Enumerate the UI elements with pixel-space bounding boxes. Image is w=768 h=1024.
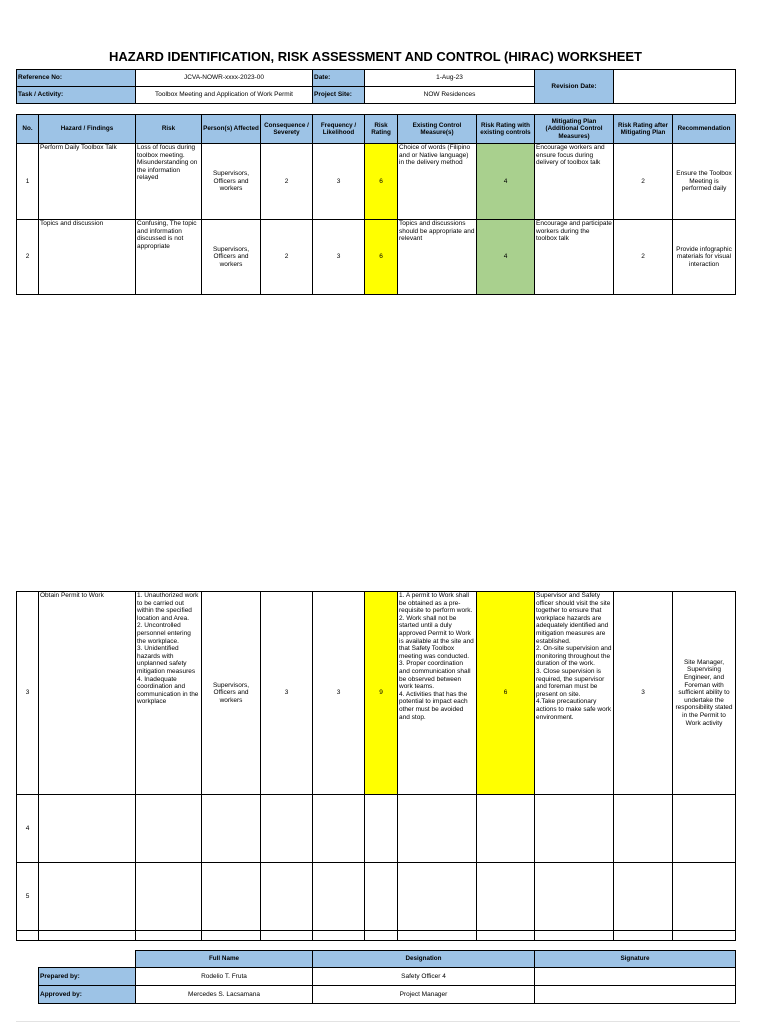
prepared-by-name: Rodelio T. Fruta	[136, 968, 313, 986]
risk-cell: 1. Unauthorized work to be carried out within the specified location and Area. 2. Uncontrolled personnel entering the workplace. 3. Unidentified hazards with unplanned safety mitigation measures 4. Inadequate coordination and communication in the workplace	[136, 592, 202, 795]
frequency-cell: 3	[313, 220, 365, 295]
table-row-empty	[17, 795, 736, 863]
risk-cell	[136, 863, 202, 931]
worksheet-title: HAZARD IDENTIFICATION, RISK ASSESSMENT AND CONTROL (HIRAC) WORKSHEET	[109, 49, 642, 64]
rating-existing-cell: 6	[477, 592, 535, 795]
mitigating-plan-cell	[535, 795, 614, 863]
task-activity-label: Task / Activity:	[17, 87, 136, 104]
hirac-table	[16, 114, 736, 295]
frequency-cell	[313, 795, 365, 863]
column-header-existing-control: Existing Control Measure(s)	[398, 115, 477, 144]
column-header-rating-after: Risk Rating after Mitigating Plan	[614, 115, 673, 144]
table-row	[17, 220, 736, 295]
column-header-rating-existing: Risk Rating with existing controls	[477, 115, 535, 144]
frequency-cell: 3	[313, 592, 365, 795]
project-site-value: NOW Residences	[365, 87, 535, 104]
frequency-cell	[313, 863, 365, 931]
hazard-cell	[39, 863, 136, 931]
rating-existing-cell: 4	[477, 220, 535, 295]
full-name-header: Full Name	[136, 951, 313, 968]
mitigating-plan-cell: Encourage and participate workers during the toolbox talk	[535, 220, 614, 295]
risk-rating-cell: 6	[365, 144, 398, 220]
spacer-cell	[39, 931, 136, 941]
risk-cell: Confusing, The topic and information discussed is not appropriate	[136, 220, 202, 295]
column-header-risk: Risk	[136, 115, 202, 144]
persons-affected-cell: Supervisors, Officers and workers	[202, 144, 261, 220]
row-number: 3	[17, 592, 39, 795]
hazard-cell	[39, 795, 136, 863]
risk-rating-cell: 6	[365, 220, 398, 295]
risk-cell: Loss of focus during toolbox meeting. Misunderstanding on the information relayed	[136, 144, 202, 220]
prepared-by-label: Prepared by:	[39, 968, 136, 986]
revision-date-label: Revision Date:	[535, 70, 614, 104]
rating-existing-cell: 4	[477, 144, 535, 220]
approved-by-signature	[535, 986, 736, 1004]
existing-control-cell	[398, 863, 477, 931]
mitigating-plan-cell	[535, 863, 614, 931]
row-number: 2	[17, 220, 39, 295]
rating-existing-cell	[477, 863, 535, 931]
persons-affected-cell	[202, 863, 261, 931]
persons-affected-cell: Supervisors, Officers and workers	[202, 220, 261, 295]
signature-header: Signature	[535, 951, 736, 968]
spacer-cell	[477, 931, 535, 941]
page-divider	[16, 1021, 740, 1022]
prepared-by-designation: Safety Officer 4	[313, 968, 535, 986]
reference-no-value: JCVA-NOWR-xxxx-2023-00	[136, 70, 313, 87]
signature-table	[38, 950, 736, 1004]
spacer-cell	[313, 931, 365, 941]
spacer-cell	[535, 931, 614, 941]
rating-after-cell	[614, 863, 673, 931]
task-activity-value: Toolbox Meeting and Application of Work Permit	[136, 87, 313, 104]
rating-existing-cell	[477, 795, 535, 863]
consequence-cell	[261, 795, 313, 863]
date-label: Date:	[313, 70, 365, 87]
row-number: 5	[17, 863, 39, 931]
recommendation-cell: Site Manager, Supervising Engineer, and Foreman with sufficient ability to undertake the responsibility stated in the Permit to Work activity	[673, 592, 736, 795]
table-row	[17, 144, 736, 220]
rating-after-cell: 3	[614, 592, 673, 795]
table-header-row	[17, 115, 736, 144]
hazard-cell: Topics and discussion	[39, 220, 136, 295]
persons-affected-cell: Supervisors, Officers and workers	[202, 592, 261, 795]
approved-by-designation: Project Manager	[313, 986, 535, 1004]
rating-after-cell: 2	[614, 220, 673, 295]
prepared-by-row	[39, 968, 736, 986]
rating-after-cell: 2	[614, 144, 673, 220]
risk-rating-cell	[365, 795, 398, 863]
reference-no-label: Reference No:	[17, 70, 136, 87]
designation-header: Designation	[313, 951, 535, 968]
frequency-cell: 3	[313, 144, 365, 220]
consequence-cell	[261, 863, 313, 931]
spacer-cell	[202, 931, 261, 941]
table-row	[17, 592, 736, 795]
approved-by-row	[39, 986, 736, 1004]
spacer-cell	[17, 931, 39, 941]
recommendation-cell: Ensure the Toolbox Meeting is performed daily	[673, 144, 736, 220]
risk-cell	[136, 795, 202, 863]
hirac-table-continued	[16, 591, 736, 941]
column-header-hazard: Hazard / Findings	[39, 115, 136, 144]
approved-by-label: Approved by:	[39, 986, 136, 1004]
spacer-cell	[614, 931, 673, 941]
mitigating-plan-cell: Supervisor and Safety officer should visit the site together to ensure that workplace hazards are adequately identified and mitigation measures are established. 2. On-site supervision and monitoring throughout the duration of the work. 3. Close supervision is required, the supervisor and foreman must be present on site. 4.Take precautionary actions to make safe work environment.	[535, 592, 614, 795]
prepared-by-signature	[535, 968, 736, 986]
date-value: 1-Aug-23	[365, 70, 535, 87]
signature-header-row	[39, 951, 736, 968]
persons-affected-cell	[202, 795, 261, 863]
column-header-mitigating-plan: Mitigating Plan (Additional Control Measures)	[535, 115, 614, 144]
spacer-cell	[136, 931, 202, 941]
mitigating-plan-cell: Encourage workers and ensure focus during delivery of toolbox talk	[535, 144, 614, 220]
table-row-spacer	[17, 931, 736, 941]
table-row-empty	[17, 863, 736, 931]
worksheet-info-table	[16, 69, 736, 104]
consequence-cell: 2	[261, 220, 313, 295]
signature-header-blank	[39, 951, 136, 968]
spacer-cell	[673, 931, 736, 941]
spacer-cell	[261, 931, 313, 941]
rating-after-cell	[614, 795, 673, 863]
revision-date-value	[614, 70, 736, 104]
hazard-cell: Obtain Permit to Work	[39, 592, 136, 795]
info-row	[17, 70, 736, 87]
consequence-cell: 3	[261, 592, 313, 795]
column-header-consequence: Consequence / Severety	[261, 115, 313, 144]
existing-control-cell: Choice of words (Filipino and or Native language) in the delivery method	[398, 144, 477, 220]
recommendation-cell: Provide infographic materials for visual interaction	[673, 220, 736, 295]
approved-by-name: Mercedes S. Lacsamana	[136, 986, 313, 1004]
column-header-no: No.	[17, 115, 39, 144]
row-number: 4	[17, 795, 39, 863]
spacer-cell	[365, 931, 398, 941]
column-header-frequency: Frequency / Likelihood	[313, 115, 365, 144]
spacer-cell	[398, 931, 477, 941]
recommendation-cell	[673, 795, 736, 863]
existing-control-cell: Topics and discussions should be appropriate and relevant	[398, 220, 477, 295]
project-site-label: Project Site:	[313, 87, 365, 104]
column-header-persons-affected: Person(s) Affected	[202, 115, 261, 144]
row-number: 1	[17, 144, 39, 220]
consequence-cell: 2	[261, 144, 313, 220]
existing-control-cell	[398, 795, 477, 863]
risk-rating-cell	[365, 863, 398, 931]
existing-control-cell: 1. A permit to Work shall be obtained as a pre-requisite to perform work. 2. Work shall not be started until a duly approved Permit to Work is available at the site and that Safety Toolbox meeting was conducted. 3. Proper coordination and communication shall be observed between work teams. 4. Activities that has the potential to impact each other must be avoided and stop.	[398, 592, 477, 795]
risk-rating-cell: 9	[365, 592, 398, 795]
column-header-risk-rating: Risk Rating	[365, 115, 398, 144]
recommendation-cell	[673, 863, 736, 931]
hazard-cell: Perform Daily Toolbox Talk	[39, 144, 136, 220]
column-header-recommendation: Recommendation	[673, 115, 736, 144]
